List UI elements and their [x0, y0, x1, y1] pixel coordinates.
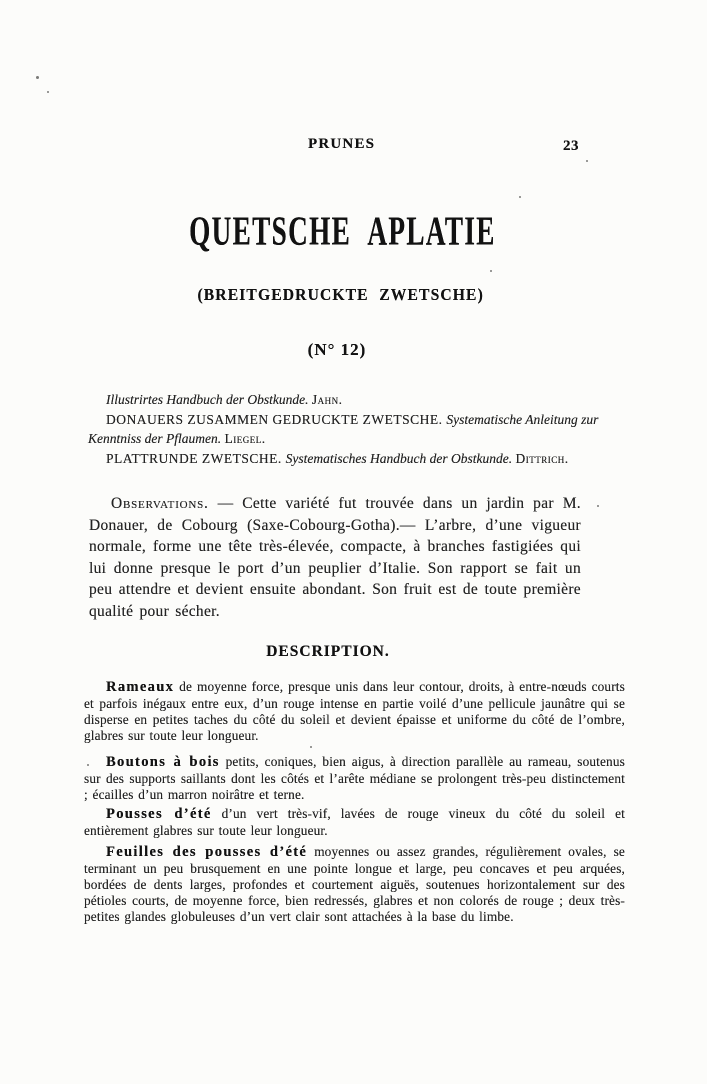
title-block — [0, 207, 684, 254]
page-number: 23 — [563, 138, 579, 154]
paragraph-text: petits, coniques, bien aigus, à direction parallèle au rameau, soutenus sur des supports saillants dont les côtés et l’arête médiane se prolongent très-peu distinctement ; écailles d’un marron noirâtre et terne. — [84, 754, 625, 802]
author-name: Liegel. — [224, 431, 266, 446]
scan-speck — [310, 746, 312, 748]
paragraph-text: moyennes ou assez grandes, régulièrement ovales, se terminant un peu brusquement en une pointe longue et large, peu concaves et peu arquées, bordées de dents larges, profondes et courtement aiguës, soutenues horizontalement sur des pétioles courts, de moyenne force, bien redressés, glabres et non colorés de rouge ; deux très-petites glandes globuleuses d’un vert clair sont attachées à la base du limbe. — [84, 844, 625, 924]
description-heading-block — [0, 644, 656, 660]
description-paragraph-pousses — [84, 806, 625, 839]
observations-paragraph — [89, 493, 581, 622]
bibliography-entry — [88, 390, 628, 410]
number-block — [0, 341, 674, 359]
work-title: Illustrirtes Handbuch der Obstkunde. — [106, 392, 312, 407]
variety-title: QUETSCHE APLATIE — [188, 207, 496, 254]
description-paragraph-rameaux — [84, 679, 625, 744]
description-paragraph-feuilles — [84, 844, 625, 925]
work-title: Systematische Anleitung zur Kenntniss der Pflaumen. — [88, 411, 599, 446]
scan-speck — [47, 91, 49, 93]
observations-text: — Cette variété fut trouvée dans un jardin par M. Donauer, de Cobourg (Saxe-Cobourg-Gotha).— L’arbre, d’une vigueur normale, forme une tête très-élevée, compacte, à branches fastigiées qui lui donne presque le port d’un peuplier d’Italie. Son rapport se fait un peu attendre et devient ensuite abondant. Son fruit est de toute première qualité pour sécher. — [89, 495, 581, 620]
variety-number: (N° 12) — [307, 340, 367, 359]
scan-speck — [586, 160, 588, 162]
variety-subtitle-german: (BREITGEDRUCKTE ZWETSCHE) — [197, 285, 485, 304]
author-name: Jahn. — [311, 392, 343, 407]
bibliography — [88, 390, 628, 468]
scan-speck — [597, 505, 599, 507]
paragraph-lead: Pousses d’été — [106, 806, 212, 822]
bibliography-entry — [88, 449, 628, 469]
running-header-title: PRUNES — [308, 136, 376, 152]
subtitle-block — [0, 286, 682, 304]
scan-speck — [490, 270, 492, 272]
scan-speck — [36, 76, 39, 79]
description-paragraph-boutons — [84, 754, 625, 803]
paragraph-lead: Boutons à bois — [106, 754, 220, 770]
paragraph-lead: Rameaux — [106, 679, 175, 695]
paragraph-lead: Feuilles des pousses d’été — [106, 844, 308, 860]
description-heading: DESCRIPTION. — [266, 643, 390, 660]
bibliography-entry — [88, 410, 628, 449]
paragraph-text: d’un vert très-vif, lavées de rouge vineux du côté du soleil et entièrement glabres sur toute leur longueur. — [84, 806, 625, 838]
paragraph-text: de moyenne force, presque unis dans leur contour, droits, à entre-nœuds courts et parfois inégaux entre eux, d’un rouge intense en partie voilé d’une pellicule jaunâtre qui se disperse en petites taches du côté du soleil et devient épaisse et uniforme du côté de l’ombre, glabres sur toute leur longueur. — [84, 679, 625, 743]
synonym-name: DONAUERS ZUSAMMEN GEDRUCKTE ZWETSCHE. — [106, 411, 447, 427]
synonym-name: PLATTRUNDE ZWETSCHE. — [106, 450, 286, 466]
observations-lead: Observations. — [111, 495, 209, 512]
author-name: Dittrich. — [515, 450, 569, 466]
scan-speck — [519, 196, 521, 198]
work-title: Systematisches Handbuch der Obstkunde. — [285, 450, 516, 466]
